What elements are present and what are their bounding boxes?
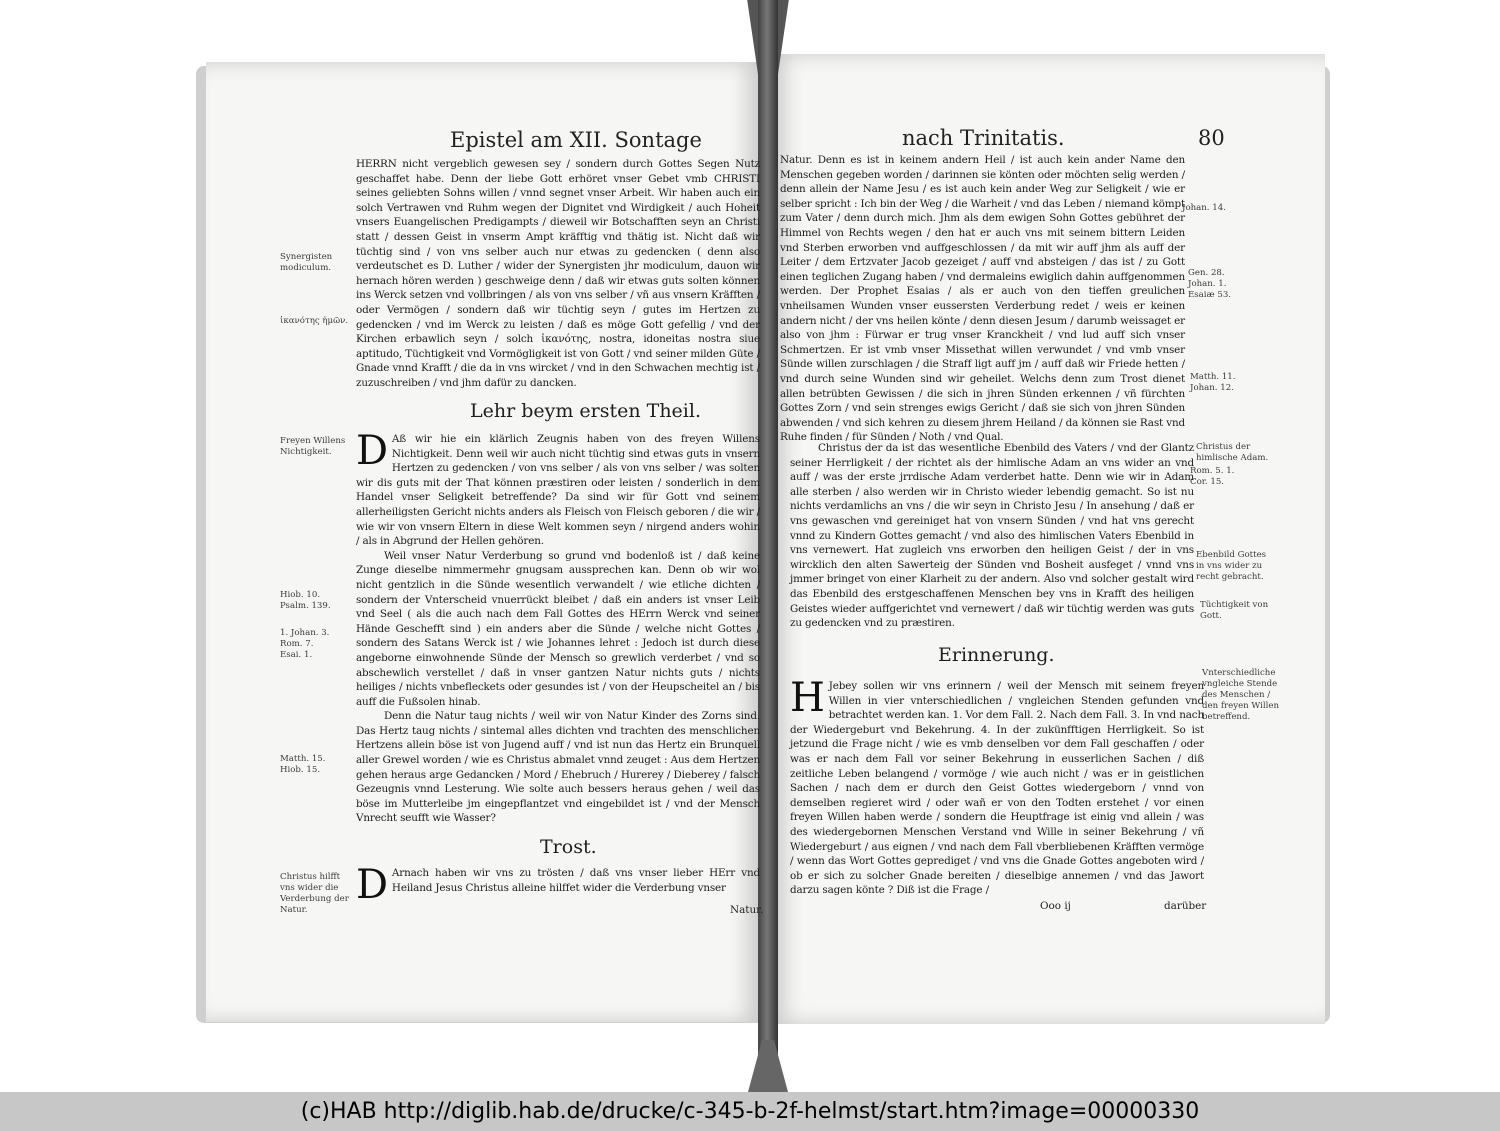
margin-note-christus-hilfft: Christus hilfft vns wider die Verderbung der Natur. <box>280 872 349 915</box>
trost-paragraph-1: Arnach haben wir vns zu trösten / daß vns vnser lieber HErr vnd Heiland Jesus Christus alleine hilffet wider die Verderbung vnser <box>391 867 760 894</box>
margin-note-johan-rom: 1. Johan. 3. Rom. 7. Esai. 1. <box>280 628 330 660</box>
lehr-section <box>356 428 760 826</box>
right-opening-paragraph <box>780 153 1185 445</box>
left-catchword: Natur. <box>730 904 764 916</box>
trost-dropcap: D <box>356 862 388 908</box>
spine-bottom <box>748 1040 788 1092</box>
christus-paragraph-text: Christus der da ist das wesentliche Ebenbild des Vaters / vnd der Glantz seiner Herrligkeit / der richtet als der himlische Adam an vns wider an vnd auff / was der erste jrrdische Adam verderbet hatte. Denn wie wir in Adam alle sterben / also werden wir in Christo wieder lebendig gemacht. So ist nu nichts verdamlichs an vns / die wir seyn in Christo Jesu / In ansehung / daß er vns gewaschen vnd gereiniget hat von vnsern Sünden / vnd hat vns gerecht vnnd zu Kindern Gottes gemacht / vnd also des himlischen Vaters Ebenbild in vns vernewert. Hat zugleich vns erworben den heiligen Geist / der in vns wircklich den alten Sawerteig der Sünden vnd Bosheit ausfeget / vnnd vns jmmer bringet von einer Klarheit zu der andern. Also vnd solcher gestalt wird das Ebenbild des erstgeschaffenen Menschen bey vns in Krafft des heiligen Geistes wieder auffgerichtet vnd vernewert / daß wir tüchtig werden was guts zu gedencken vnd zu præstiren. <box>790 442 1194 630</box>
lehr-paragraph-3: Denn die Natur taug nichts / weil wir von Natur Kinder des Zorns sind. Das Hertz taug nichts / sintemal alles dichten vnd trachten des menschlichen Hertzens allein böse ist von Jugend auff / vnd ist nun das Hertz ein Brunquell aller Grewel worden / wie es Christus abmalet vnnd zeuget : Aus dem Hertzen gehen heraus arge Gedancken / Mord / Ehebruch / Hurerey / Dieberey / falsch Gezeugnis vnnd Lesterung. Wie solte auch bessers heraus gehen / weil das böse im Mutterleibe jm eingepflantzet vnd eingebildet ist / vnd der Mensch Vnrecht seufft wie Wasser? <box>356 710 760 825</box>
lehr-paragraph-1: Aß wir hie ein klärlich Zeugnis haben von des freyen Willens Nichtigkeit. Denn weil wir auch nicht tüchtig sind etwas guts in vnsern Hertzen zu gedencken / von vns selber / als von vns selber / was solten wir dis guts mit der That können præstiren oder leisten / sonderlich in dem Handel vnser Seligkeit betreffende? Da sind wir für Gott vnd seinem allerheiligsten Gericht nichts anders als Fleisch von Fleisch geboren / die wir / wie wir von vnsern Eltern in diese Welt kommen seyn / nirgend anders wohin / als in Abgrund der Hellen gehören. <box>356 433 760 548</box>
copyright-footer: (c)HAB http://diglib.hab.de/drucke/c-345-b-2f-helmst/start.htm?image=00000330 <box>0 1092 1500 1131</box>
margin-note-matth-hiob: Matth. 15. Hiob. 15. <box>280 754 326 775</box>
left-opening-text: HERRN nicht vergeblich gewesen sey / sondern durch Gottes Segen Nutz geschaffet habe. Denn der liebe Gott erhöret vnser Gebet vmb CHRISTI seines geliebten Sohns willen / vnnd segnet vnser Arbeit. Wir haben auch ein solch Vertrawen vnd Ruhm wegen der Dignitet vnd Wirdigkeit / auch Hoheit vnsers Euangelischen Predigampts / dieweil wir Botschafften seyn an Christi statt / dessen Geist in vnserm Ampt kräfftig vnd thätig ist. Nicht daß wir tüchtig sind / von vns selber auch nur etwas zu gedencken ( denn also verdeutschet es D. Luther / wider der Synergisten jhr modiculum, dauon wir hernach hören werden ) geschweige denn / daß wir etwas guts solten können ins Werck setzen vnd vollbringen / als von vns selber / vñ aus vnsern Kräfften / oder Vermögen / sondern daß wir tüchtig seyn / gutes im Hertzen zu gedencken / vnd im Werck zu leisten / daß es möge Gott gefellig / vnd der Kirchen erbawlich seyn / solch ἱκανότης, nostra, idoneitas nostra siue aptitudo, Tüchtigkeit vnd Vormögligkeit ist von Gott / vnd seiner milden Güte / Gnade vnnd Krafft / die da in vns wircket / vnd in den Schwachen mechtig ist / zuzuschreiben / vnd jhm dafür zu dancken. <box>356 158 760 389</box>
margin-note-freyen-willens: Freyen Willens Nichtigkeit. <box>280 436 346 457</box>
right-opening-text: Natur. Denn es ist in keinem andern Heil / ist auch kein ander Name den Menschen gegeben worden / darinnen sie könten oder möchten selig werden / denn allein der Name Jesu / es ist auch kein ander Weg zur Seligkeit / wie er selber spricht : Ich bin der Weg / die Warheit / vnd das Leben / niemand kömpt zum Vater / denn durch mich. Jhm als dem ewigen Sohn Gottes gebühret der Himmel von Rechts wegen / den hat er auch vns mit seinem bittern Leiden vnd Sterben erworben vnd auffgeschlossen / da mit wir auff jhm als auff der Leiter / dem Ertzvater Jacob gezeiget / auff vnd absteigen / das ist / zu Gott einen teglichen Zugang haben / vnd dermaleins ewiglich dahin auffgenommen werden. Der Prophet Esaias / als er auch von den tieffen greulichen vnheilsamen Wunden vnser eussersten Verderbung redet / weis er keinen andern nicht / der vns heilen könte / denn diesen Jesum / darumb weissaget er also von jhm : Fürwar er trug vnser Kranckheit / vnd lud auff sich vnser Schmertzen. Er ist vmb vnser Missethat willen verwundet / vnd vmb vnser Sünde willen zurschlagen / die Straff ligt auff jm / auff daß wir Friede hetten / vnd durch seine Wunden sind wir geheilet. Welchs denn zum Trost dienet allen betrübten Gewissen / die sich in jhren Sünden erkennen / vñ fürchten Gottes Zorn / vnd sein strenges ewigs Gericht / daß sie sich von jhren Sünden abwenden / vnd sich kehren zu diesem jhrem Heiland / da können sie Rast vnd Ruhe finden / für Sünden / Noth / vnd Qual. <box>780 154 1185 444</box>
margin-note-gen-johan-esai: Gen. 28. Johan. 1. Esaiæ 53. <box>1188 268 1232 300</box>
signature-mark: Ooo ij <box>1040 900 1071 912</box>
margin-note-rom-cor: Rom. 5. 1. Cor. 15. <box>1190 466 1235 487</box>
section-heading-lehr: Lehr beym ersten Theil. <box>470 400 701 422</box>
margin-note-synergisten: Synergisten modiculum. <box>280 252 333 273</box>
erinnerung-paragraph-1: Jebey sollen wir vns erinnern / weil der Mensch mit seinem freyen Willen in vier vnterschiedlichen / vngleichen Stenden gefunden vnd betrachtet werden kan. 1. Vor dem Fall. 2. Nach dem Fall. 3. In vnd nach der Wiedergeburt vnd Bekehrung. 4. In der zukünfftigen Herrligkeit. So ist jetzund die Frage nicht / wie es vmb denselben vor dem Fall geschaffen / oder was er nach dem Fall vor seiner Bekehrung in eusserlichen Sachen / diß zeitliche Leben belangend / vormöge / wie auch nicht / was er in geistlichen Sachen / nach dem er durch den Geist Gottes wiedergeborn / vnnd von demselben regieret wird / oder wañ er von den Todten erstehet / vor einen freyen Willen haben werde / sondern die Heuptfrage ist einig vnd allein / was des wiedergebornen Menschen Verstand vnd Wille in seiner Bekehrung / vñ Wiedergeburt / aus eignen / vnd nach dem Fall vberbliebenen Kräfften vermöge / wenn das Wort Gottes geprediget / vnd vns die Gnade Gottes angeboten wird / ob er sich zu solcher Gnade bereiten / dieselbige annemen / vnd das Jawort darzu sagen könte ? Diß ist die Frage / <box>790 680 1204 897</box>
margin-note-tuechtigkeit: Tüchtigkeit von Gott. <box>1200 600 1269 621</box>
erinnerung-section <box>790 675 1204 898</box>
trost-section <box>356 862 760 908</box>
folio-number: 80 <box>1198 126 1225 150</box>
section-heading-erinnerung: Erinnerung. <box>938 644 1055 666</box>
running-head-left: Epistel am XII. Sontage <box>450 128 702 152</box>
section-heading-trost: Trost. <box>540 836 597 858</box>
erinnerung-dropcap: H <box>790 675 825 721</box>
margin-note-ebenbild: Ebenbild Gottes in vns wider zu recht gebracht. <box>1196 550 1267 582</box>
margin-note-johan14: Johan. 14. <box>1182 203 1226 213</box>
margin-note-vnterschiedliche: Vnterschiedliche vngleiche Stende des Menschen / den freyen Willen betreffend. <box>1202 668 1279 722</box>
margin-note-matth-johan: Matth. 11. Johan. 12. <box>1190 372 1236 393</box>
lehr-paragraph-2: Weil vnser Natur Verderbung so grund vnd bodenloß ist / daß keine Zunge dieselbe nimmermehr gnugsam aussprechen kan. Denn ob wir wol nicht gentzlich in die Sünde wesentlich verwandelt / wie etliche dichten / sondern der Vnterscheid vnuerrückt bleibet / daß ein anders ist vnser Leib vnd Seel ( als die auch nach dem Fall Gottes des HErrn Werck vnd seiner Hände Geschefft sind ) ein anders aber die Sünde / welche nicht Gottes / sondern des Satans Werck ist / wie Johannes lehret : Jedoch ist durch diese angeborne einwohnende Sünde der Mensch so grewlich verderbet / vnd so abschewlich verstellet / daß in vnser gantzen Natur nichts guts / nichts heiliges / nichts vnbefleckets oder gesundes ist / von der Heupscheitel an / bis auff die Fußsolen hinab. <box>356 549 760 708</box>
right-catchword: darüber <box>1164 900 1207 912</box>
lehr-dropcap: D <box>356 428 388 474</box>
book-spine <box>758 0 778 1092</box>
running-head-right: nach Trinitatis. <box>902 126 1065 150</box>
christus-paragraph <box>790 441 1194 631</box>
left-opening-paragraph <box>356 157 760 391</box>
margin-note-ikanotes: ἱκανότης ἡμῶν. <box>280 316 349 326</box>
margin-note-hiob-psalm: Hiob. 10. Psalm. 139. <box>280 590 331 611</box>
margin-note-christus-adam: Christus der himlische Adam. <box>1196 442 1269 463</box>
